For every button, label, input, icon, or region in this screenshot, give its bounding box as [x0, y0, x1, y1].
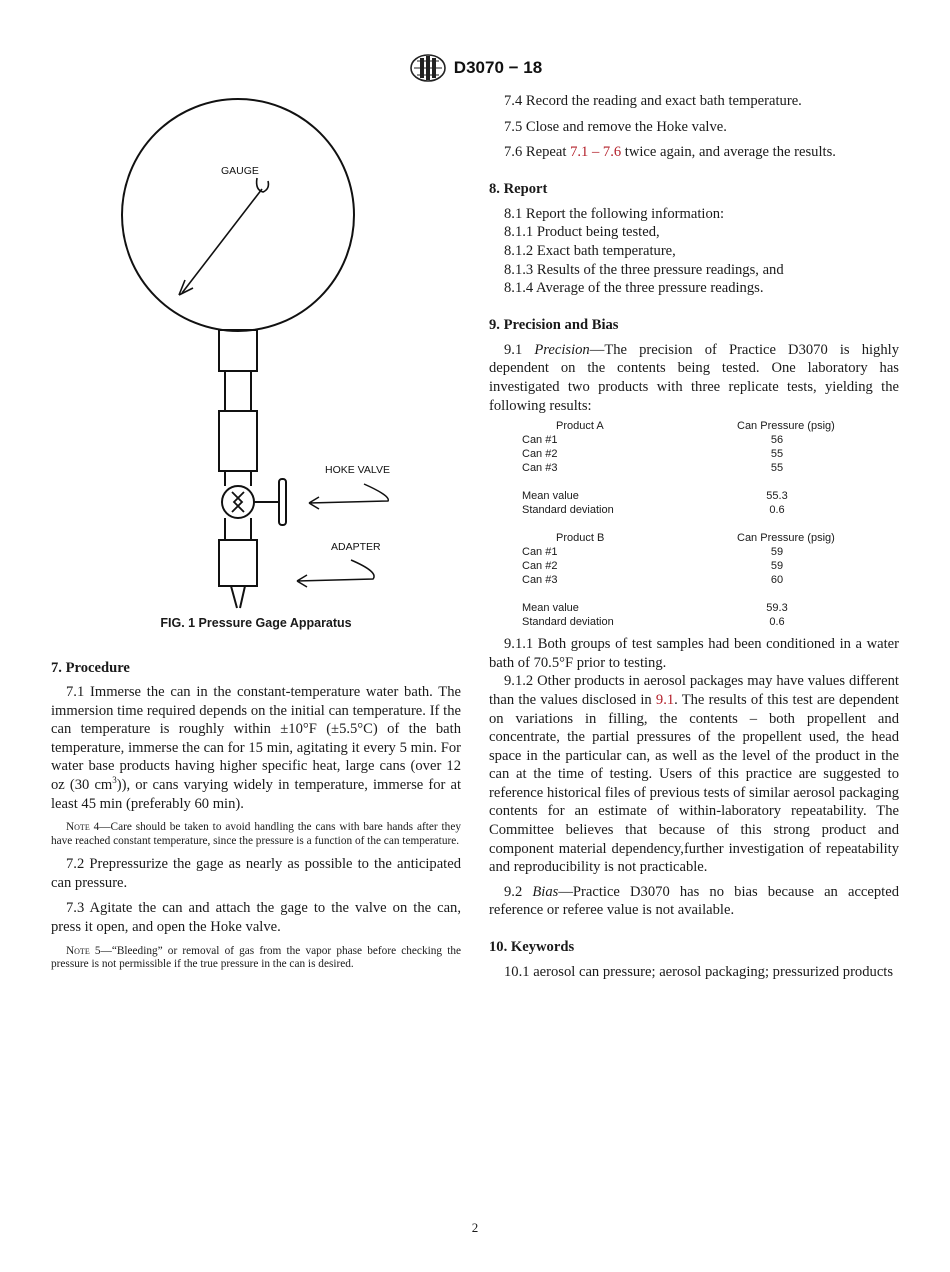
document-number: D3070 − 18: [453, 58, 543, 77]
note-4: Note 4—Care should be taken to avoid handling the cans with bare hands after they have reached constant temperature, since the pressure is a function of the can temperature.: [51, 821, 461, 847]
results-table-product-a: [522, 419, 862, 517]
gauge-coupling: [219, 411, 257, 471]
table-a-col-header: Can Pressure (psig): [737, 420, 835, 433]
adapter-tip: [231, 586, 245, 608]
hoke-valve-handle: [279, 479, 286, 525]
xref-9-1[interactable]: 9.1: [655, 691, 675, 708]
table-row: Can #2 55: [522, 448, 784, 461]
paragraph-9-1-1: 9.1.1 Both groups of test samples had been conditioned in a water bath of 70.5°F prior to testing.: [489, 636, 899, 671]
gauge-needle: [182, 189, 262, 293]
paragraph-7-6: 7.6 Repeat 7.1 – 7.6 twice again, and average the results.: [504, 144, 836, 161]
section-7-heading: 7. Procedure: [51, 660, 130, 676]
paragraph-7-5: 7.5 Close and remove the Hoke valve.: [504, 118, 727, 135]
gauge-dial: [122, 99, 354, 331]
xref-7-1-7-6[interactable]: 7.1 – 7.6: [570, 144, 622, 161]
item-8-1-3: 8.1.3 Results of the three pressure readings, and: [504, 261, 784, 278]
astm-logo: [408, 52, 448, 84]
results-table-product-b: [522, 531, 862, 629]
item-8-1: 8.1 Report the following information:: [504, 205, 725, 222]
gauge-label: GAUGE: [221, 165, 259, 177]
adapter-arrow: [297, 560, 374, 587]
section-8-heading: 8. Report: [489, 180, 548, 197]
paragraph-9-1: 9.1 Precision—The precision of Practice D3070 is highly dependent on the contents being tested. One laboratory has investigated two products with three replicate tests, yielding the following results:: [489, 341, 900, 414]
paragraph-7-3: 7.3 Agitate the can and attach the gage to the valve on the can, press it open, and open the Hoke valve.: [51, 900, 461, 935]
section-10-heading: 10. Keywords: [489, 939, 575, 956]
gauge-stem-narrow: [225, 371, 251, 411]
table-row-mean: Mean value 55.3: [522, 490, 788, 503]
adapter-label: ADAPTER: [331, 541, 381, 553]
table-row: Can #1 59: [522, 546, 784, 559]
table-b-product: Product B: [556, 532, 605, 545]
table-b-col-header: Can Pressure (psig): [737, 532, 835, 545]
paragraph-9-1-2: 9.1.2 Other products in aerosol packages may have values different than the values disclosed in 9.1. The results of this test are dependent on variations in filling, the contents – both propellent and concentrate, the partial pressures of the propellent used, the head space in the particular can, as well as the level of the product in the can at the time of testing. Users of this practice are suggested to reference historical files of previous tests of similar aerosol packaging contents for an estimate of within-laboratory repeatability. The Committee believes that because of this strong product and component material dependency,further investigation of repeatability and reproducibility is not practicable.: [489, 673, 899, 876]
table-row-mean: Mean value 59.3: [522, 602, 788, 615]
hoke-valve-arrow: [309, 484, 388, 509]
table-row-sd: Standard deviation 0.6: [522, 504, 785, 517]
right-column: [489, 92, 899, 982]
item-8-1-2: 8.1.2 Exact bath temperature,: [504, 242, 676, 259]
page-header: [0, 52, 950, 84]
paragraph-7-2: 7.2 Prepressurize the gage as nearly as possible to the anticipated can pressure.: [51, 856, 461, 891]
table-row: Can #2 59: [522, 560, 784, 573]
gauge-stem-upper: [219, 330, 257, 371]
table-row: Can #3 55: [522, 462, 784, 475]
table-row: Can #3 60: [522, 574, 784, 587]
table-row: Can #1 56: [522, 434, 784, 447]
hoke-valve-body: [222, 486, 254, 518]
paragraph-9-2: 9.2 Bias—Practice D3070 has no bias because an accepted reference or referee value is not available.: [489, 883, 899, 919]
paragraph-10-1: 10.1 aerosol can pressure; aerosol packaging; pressurized products: [504, 964, 894, 981]
figure-1: [51, 92, 461, 637]
table-a-product: Product A: [556, 420, 604, 433]
paragraph-7-4: 7.4 Record the reading and exact bath temperature.: [504, 93, 802, 109]
item-8-1-4: 8.1.4 Average of the three pressure readings.: [504, 280, 764, 297]
left-column: [51, 92, 461, 972]
hoke-valve-label: HOKE VALVE: [325, 464, 390, 476]
paragraph-7-1: 7.1 Immerse the can in the constant-temperature water bath. The immersion time required depends on the initial can temperature. If the can temperature is roughly within ±10°F (±5.5°C) of the bath temperature, immerse the can for 15 min, agitating it every 5 min. For water base products having higher specific heat, large cans (over 12 oz (30 $cm^3$)), or cans varying widely in temperature, immerse for at least 45 min (preferably 60 min).: [51, 684, 461, 812]
item-8-1-1: 8.1.1 Product being tested,: [504, 224, 660, 241]
pressure-gage-diagram: [51, 92, 461, 622]
adapter-body: [219, 540, 257, 586]
section-9-heading: 9. Precision and Bias: [489, 316, 619, 333]
figure-caption: FIG. 1 Pressure Gage Apparatus: [160, 616, 352, 630]
table-row-sd: Standard deviation 0.6: [522, 616, 785, 629]
note-5: Note 5—“Bleeding” or removal of gas from the vapor phase before checking the pressure is not permissible if the true pressure in the can is desired.: [51, 944, 461, 971]
page-number: 2: [471, 1220, 479, 1235]
needle-pivot: [257, 178, 269, 192]
